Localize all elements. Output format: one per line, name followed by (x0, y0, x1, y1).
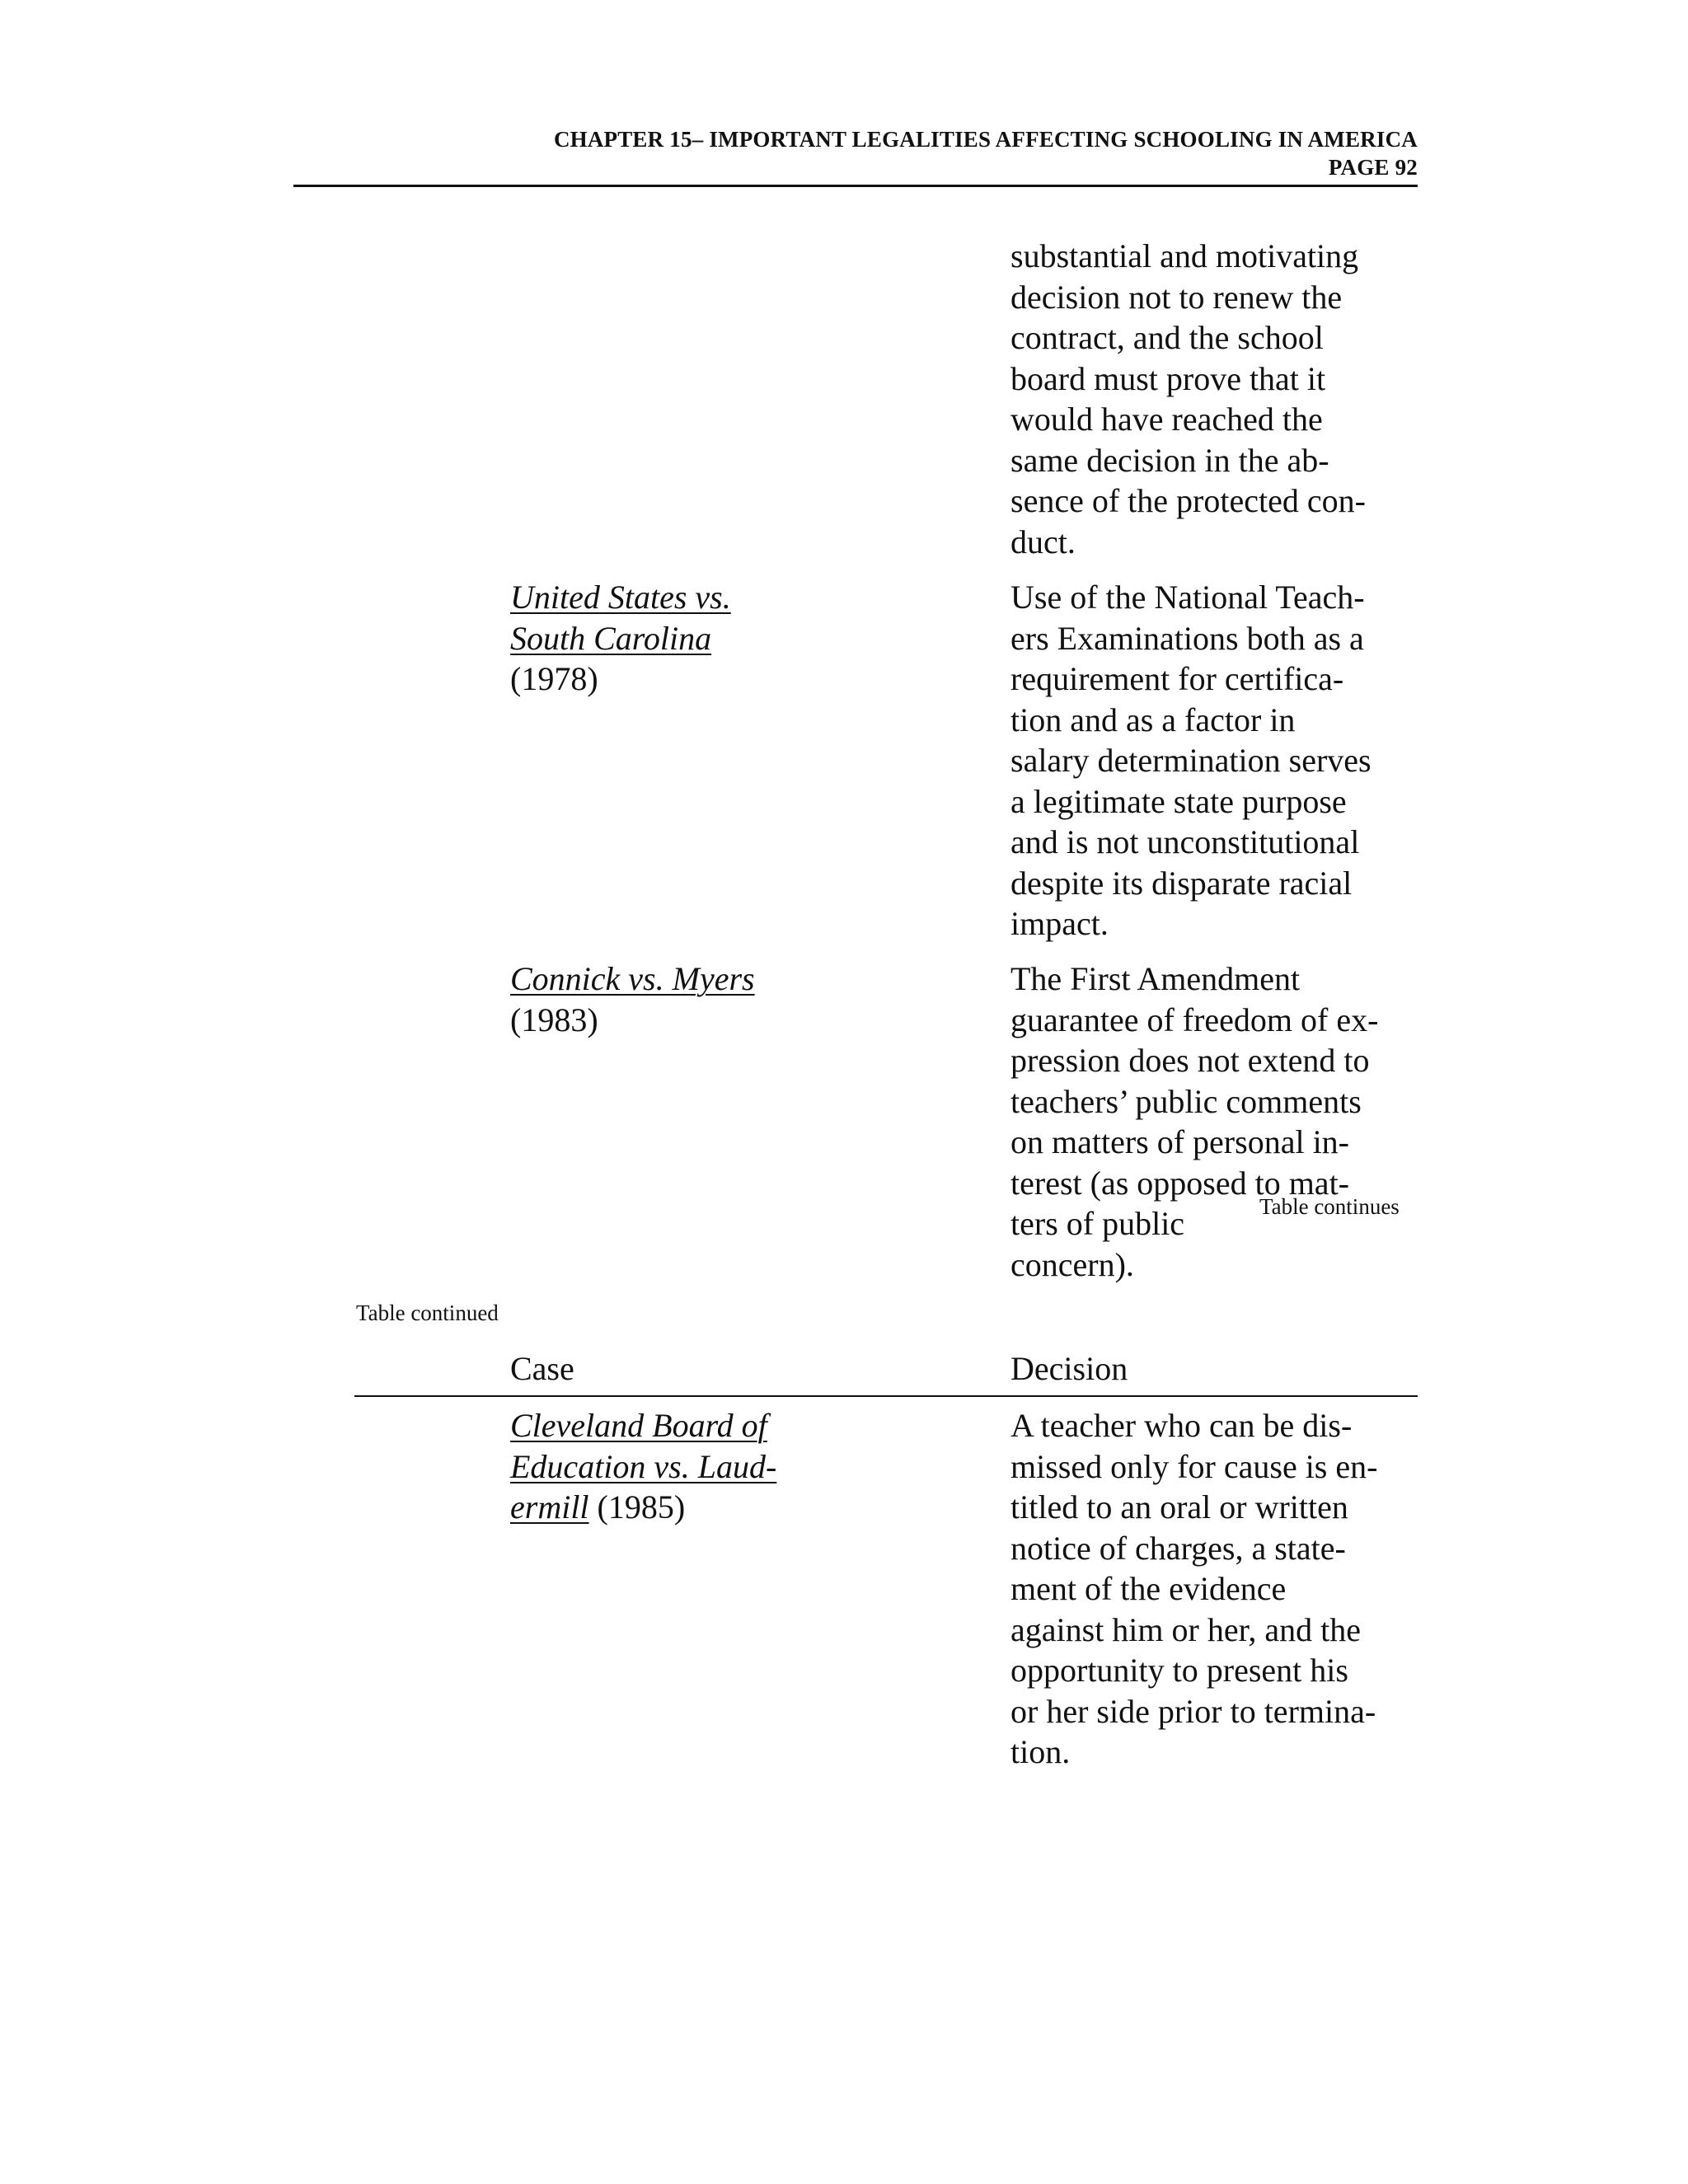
decision-line: ers Examinations both as a (1010, 619, 1364, 657)
case-name-line: Connick vs. Myers (510, 960, 755, 997)
case-name-with-year (510, 1487, 906, 1528)
decision-line: board must prove that it (1010, 359, 1326, 397)
decision-line: A teacher who can be dis- (1010, 1407, 1353, 1444)
page-number: PAGE 92 (1328, 155, 1418, 180)
decision-cell-connick-vs-myers (1010, 958, 1439, 1285)
decision-line: salary determination serves (1010, 742, 1372, 779)
running-header (293, 125, 1418, 181)
case-year: (1978) (510, 660, 598, 697)
decision-line: substantial and motivating (1010, 237, 1359, 274)
case-name-line: ermill (510, 1488, 589, 1526)
decision-line: or her side prior to termina- (1010, 1692, 1376, 1730)
decision-line: Use of the National Teach- (1010, 579, 1365, 616)
decision-line: and is not unconstitutional (1010, 823, 1360, 860)
decision-line: titled to an oral or written (1010, 1488, 1348, 1526)
decision-line: teachers’ public comments (1010, 1082, 1362, 1120)
decision-line: pression does not extend to (1010, 1042, 1370, 1079)
decision-line: tion and as a factor in (1010, 701, 1296, 738)
decision-line: despite its disparate racial (1010, 864, 1353, 902)
column-header-case: Case (510, 1350, 574, 1387)
header-divider (293, 185, 1418, 187)
decision-line: terest (as opposed to mat- (1010, 1164, 1349, 1202)
continued-decision-text (1010, 236, 1439, 562)
chapter-title: CHAPTER 15– IMPORTANT LEGALITIES AFFECTING SCHOOLING IN AMERICA (553, 127, 1418, 152)
decision-line: guarantee of freedom of ex- (1010, 1001, 1379, 1038)
case-year: (1985) (588, 1488, 686, 1526)
decision-line: sence of the protected con- (1010, 482, 1366, 519)
decision-cell-us-vs-south-carolina (1010, 577, 1439, 944)
decision-line: decision not to renew the (1010, 278, 1343, 316)
case-name-line: South Carolina (510, 619, 712, 657)
table-header-divider (354, 1395, 1418, 1397)
decision-line: ment of the evidence (1010, 1570, 1287, 1607)
decision-line: contract, and the school (1010, 319, 1324, 356)
case-year: (1983) (510, 1001, 598, 1038)
decision-line: missed only for cause is en- (1010, 1447, 1378, 1485)
decision-line: opportunity to present his (1010, 1652, 1348, 1689)
decision-line: same decision in the ab- (1010, 441, 1329, 479)
case-name-line: United States vs. (510, 579, 731, 616)
decision-line: The First Amendment (1010, 960, 1301, 997)
decision-line: duct. (1010, 523, 1076, 560)
case-name-line: Cleveland Board of (510, 1407, 767, 1444)
decision-line: tion. (1010, 1733, 1071, 1770)
decision-line: impact. (1010, 905, 1109, 942)
decision-line: concern). (1010, 1245, 1134, 1283)
decision-line: against him or her, and the (1010, 1610, 1361, 1648)
case-cell-us-vs-south-carolina (510, 577, 906, 700)
case-cell-connick-vs-myers (510, 958, 906, 1040)
case-cell-cleveland-board-vs-loudermill (510, 1405, 906, 1528)
case-name-line: Education vs. Laud- (510, 1447, 777, 1485)
decision-line: on matters of personal in- (1010, 1123, 1349, 1160)
decision-cell-cleveland-board-vs-loudermill (1010, 1405, 1439, 1773)
table-continues-note: Table continues (1259, 1194, 1400, 1219)
decision-line: ters of public (1010, 1205, 1185, 1242)
column-header-decision: Decision (1010, 1350, 1128, 1387)
decision-line: requirement for certifica- (1010, 660, 1344, 697)
decision-line: notice of charges, a state- (1010, 1529, 1346, 1567)
table-continued-note: Table continued (356, 1301, 499, 1325)
decision-line: would have reached the (1010, 401, 1323, 438)
decision-line: a legitimate state purpose (1010, 782, 1347, 820)
